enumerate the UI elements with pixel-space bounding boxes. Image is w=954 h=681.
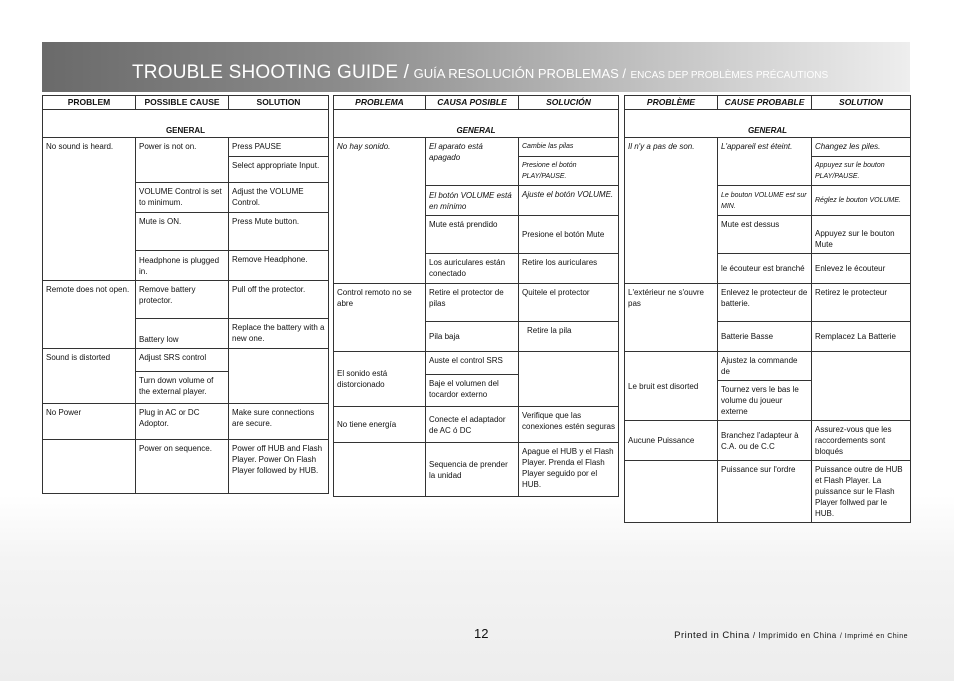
problem-cell: Sound is distorted — [43, 349, 136, 404]
solution-cell: Cambie las pilas — [519, 138, 619, 157]
title-spanish: GUÍA RESOLUCIÓN PROBLEMAS / — [413, 66, 627, 81]
problem-cell: Aucune Puissance — [625, 421, 718, 461]
cause-cell: le écouteur est branché — [718, 254, 812, 284]
solution-cell: Pull off the protector. — [229, 281, 329, 319]
solution-cell: Make sure connections are secure. — [229, 404, 329, 440]
title-french: ENCAS DEP PROBLÈMES PRÉCAUTIONS — [630, 70, 829, 81]
solution-cell: Power off HUB and Flash Player. Power On Flash Player followed by HUB. — [229, 440, 329, 494]
cause-cell: Battery low — [136, 319, 229, 349]
cause-cell: El botón VOLUME está en mínimo — [426, 186, 519, 216]
solution-cell: Enlevez le écouteur — [812, 254, 911, 284]
printed-french: Imprimé en Chine — [844, 633, 908, 640]
section-general: GENERAL — [625, 110, 911, 138]
troubleshooting-table-spanish — [333, 95, 619, 497]
solution-cell: Réglez le bouton VOLUME. — [812, 186, 911, 216]
column-header-cause: POSSIBLE CAUSE — [136, 96, 229, 110]
solution-cell: Puissance outre de HUB et Flash Player. La puissance sur le Flash Player follwed par le HUB. — [812, 461, 911, 523]
cause-cell: Le bouton VOLUME est sur MIN. — [718, 186, 812, 216]
cause-cell: L'appareil est éteint. — [718, 138, 812, 186]
solution-cell — [519, 352, 619, 407]
column-header-cause: CAUSA POSIBLE — [426, 96, 519, 110]
cause-cell: Tournez vers le bas le volume du joueur externe — [718, 381, 812, 421]
cause-cell: Plug in AC or DC Adoptor. — [136, 404, 229, 440]
cause-cell: Sequencia de prender la unidad — [426, 443, 519, 497]
solution-cell: Quitele el protector — [519, 284, 619, 322]
column-header-problem: PROBLÈME — [625, 96, 718, 110]
solution-cell: Retire la pila — [519, 322, 619, 352]
solution-cell: Press Mute button. — [229, 213, 329, 251]
cause-cell: Mute is ON. — [136, 213, 229, 251]
troubleshooting-table-english — [42, 95, 329, 494]
solution-cell: Ajuste el botón VOLUME. — [519, 186, 619, 216]
printed-spanish: Imprimido en China — [758, 631, 837, 640]
solution-cell: Changez les piles. — [812, 138, 911, 157]
problem-cell: No hay sonido. — [334, 138, 426, 284]
problem-cell: El sonido está distorcionado — [334, 352, 426, 407]
cause-cell: El aparato está apagado — [426, 138, 519, 186]
column-header-solution: SOLUCIÓN — [519, 96, 619, 110]
column-header-solution: SOLUTION — [812, 96, 911, 110]
cause-cell: Retire el protector de pilas — [426, 284, 519, 322]
column-header-solution: SOLUTION — [229, 96, 329, 110]
column-header-cause: CAUSE PROBABLE — [718, 96, 812, 110]
solution-cell: Retirez le protecteur — [812, 284, 911, 322]
cause-cell: Power is not on. — [136, 138, 229, 183]
cause-cell: Enlevez le protecteur de batterie. — [718, 284, 812, 322]
column-header-problem: PROBLEMA — [334, 96, 426, 110]
solution-cell: Apague el HUB y el Flash Player. Prenda el Flash Player seguido por el HUB. — [519, 443, 619, 497]
problem-cell: Remote does not open. — [43, 281, 136, 349]
cause-cell: Los auriculares están conectado — [426, 254, 519, 284]
cause-cell: Conecte el adaptador de AC ó DC — [426, 407, 519, 443]
solution-cell: Appuyez sur le bouton PLAY/PAUSE. — [812, 157, 911, 186]
problem-cell: No Power — [43, 404, 136, 440]
cause-cell: VOLUME Control is set to minimum. — [136, 183, 229, 213]
solution-cell: Appuyez sur le bouton Mute — [812, 216, 911, 254]
cause-cell: Pila baja — [426, 322, 519, 352]
solution-cell: Presione el botón Mute — [519, 216, 619, 254]
section-general: GENERAL — [43, 110, 329, 138]
cause-cell: Mute est dessus — [718, 216, 812, 254]
cause-cell: Batterie Basse — [718, 322, 812, 352]
cause-cell: Mute está prendido — [426, 216, 519, 254]
cause-cell: Adjust SRS control — [136, 349, 229, 372]
problem-cell: Control remoto no se abre — [334, 284, 426, 352]
problem-cell — [625, 461, 718, 523]
problem-cell: L'extérieur ne s'ouvre pas — [625, 284, 718, 352]
cause-cell: Auste el control SRS — [426, 352, 519, 375]
cause-cell: Turn down volume of the external player. — [136, 372, 229, 404]
problem-cell: No sound is heard. — [43, 138, 136, 281]
solution-cell: Replace the battery with a new one. — [229, 319, 329, 349]
section-general: GENERAL — [334, 110, 619, 138]
problem-cell — [43, 440, 136, 494]
solution-cell: Presione el botón PLAY/PAUSE. — [519, 157, 619, 186]
problem-cell: No tiene energía — [334, 407, 426, 443]
solution-cell — [812, 352, 911, 421]
title-english: TROUBLE SHOOTING GUIDE / — [132, 62, 410, 83]
cause-cell: Puissance sur l'ordre — [718, 461, 812, 523]
cause-cell: Power on sequence. — [136, 440, 229, 494]
cause-cell: Remove battery protector. — [136, 281, 229, 319]
solution-cell: Adjust the VOLUME Control. — [229, 183, 329, 213]
solution-cell: Retire los auriculares — [519, 254, 619, 284]
solution-cell: Assurez-vous que les raccordements sont bloqués — [812, 421, 911, 461]
problem-cell: Le bruit est disorted — [625, 352, 718, 421]
problem-cell — [334, 443, 426, 497]
cause-cell: Baje el volumen del tocardor externo — [426, 375, 519, 407]
solution-cell: Press PAUSE — [229, 138, 329, 157]
problem-cell: Il n'y a pas de son. — [625, 138, 718, 284]
solution-cell: Remove Headphone. — [229, 251, 329, 281]
page-header-banner — [42, 42, 910, 92]
printed-in-china-note: Printed in China / Imprimido en China / Imprimé en Chine — [674, 630, 908, 641]
page-title — [132, 62, 828, 84]
solution-cell — [229, 349, 329, 404]
page-number: 12 — [474, 626, 489, 641]
solution-cell: Select appropriate Input. — [229, 157, 329, 183]
cause-cell: Ajustez la commande de — [718, 352, 812, 381]
printed-english: Printed in China — [674, 630, 750, 641]
solution-cell: Verifique que las conexiones estén seguras — [519, 407, 619, 443]
troubleshooting-table-french — [624, 95, 911, 523]
cause-cell: Headphone is plugged in. — [136, 251, 229, 281]
column-header-problem: PROBLEM — [43, 96, 136, 110]
cause-cell: Branchez l'adapteur à C.A. ou de C.C — [718, 421, 812, 461]
solution-cell: Remplacez La Batterie — [812, 322, 911, 352]
